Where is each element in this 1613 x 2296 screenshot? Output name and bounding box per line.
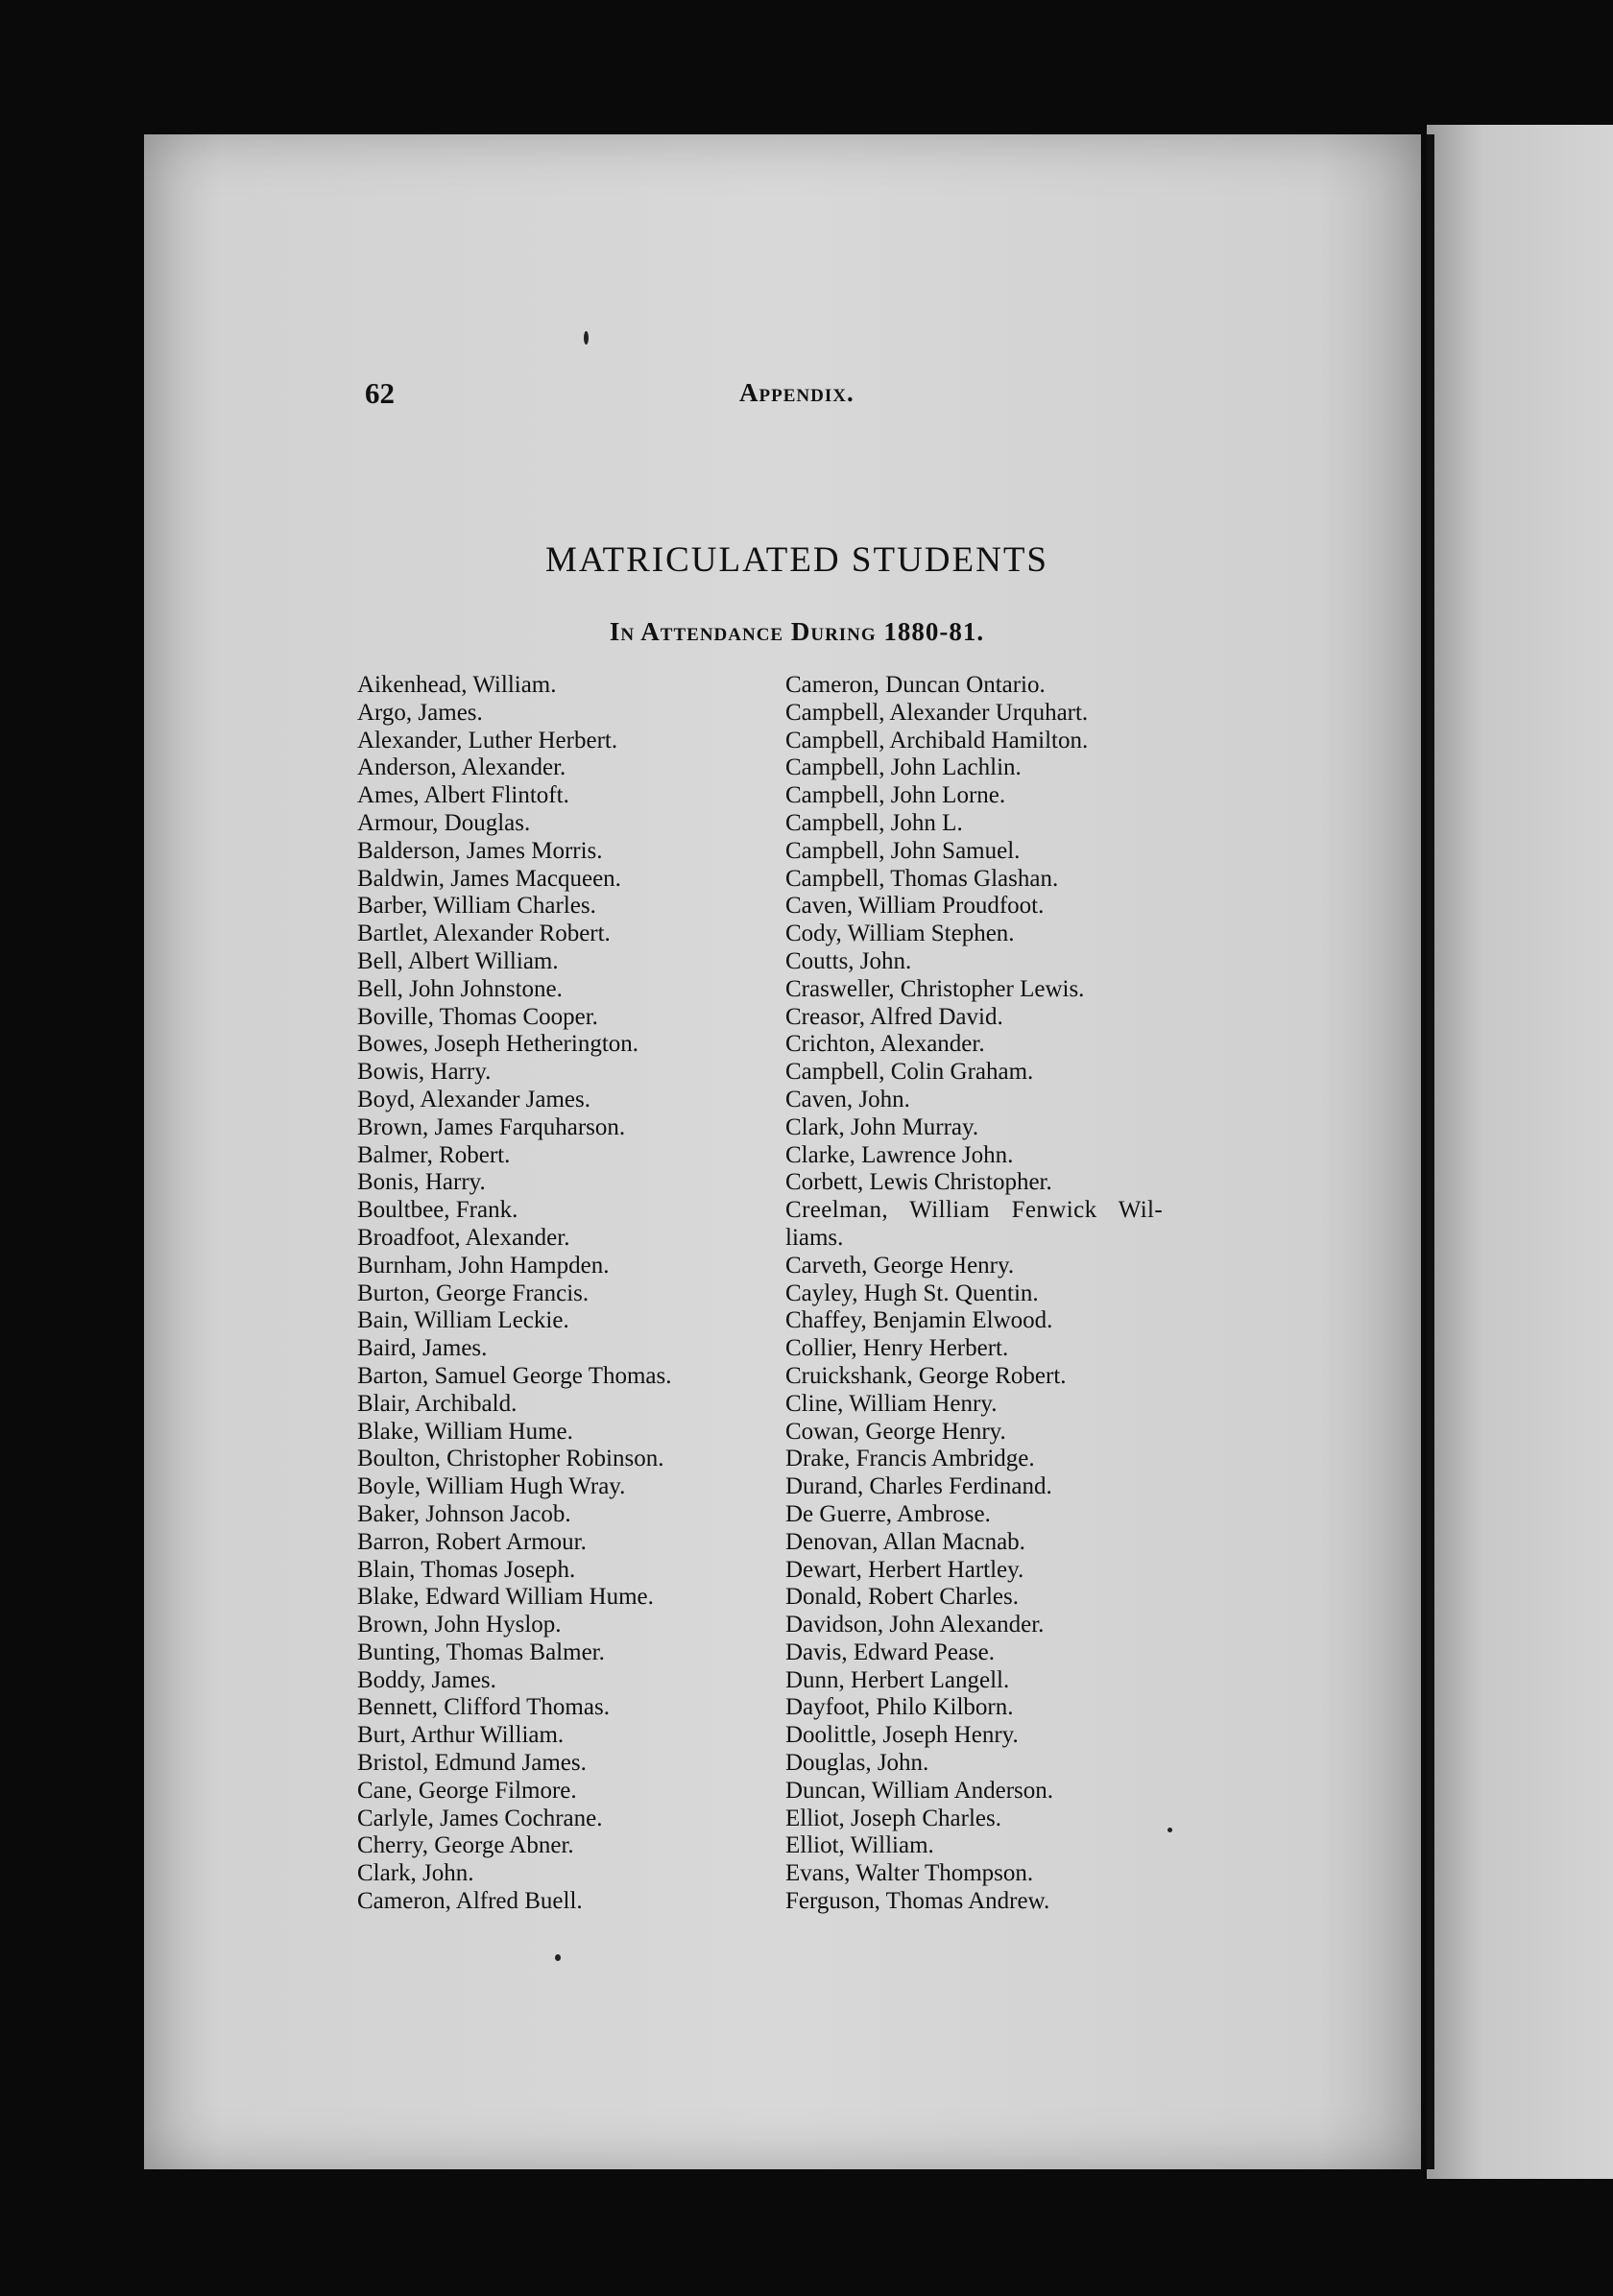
student-right-entry: Crasweller, Christopher Lewis.	[785, 975, 1085, 1002]
student-left-entry: Clark, John.	[357, 1860, 474, 1887]
student-left-entry: Boulton, Christopher Robinson.	[357, 1446, 664, 1472]
page-number: 62	[365, 376, 395, 410]
student-right-entry: Cruickshank, George Robert.	[785, 1362, 1067, 1389]
student-right-entry: Dewart, Herbert Hartley.	[785, 1556, 1024, 1583]
student-right-entry: Clark, John Murray.	[785, 1113, 979, 1140]
student-right-entry: Dayfoot, Philo Kilborn.	[785, 1694, 1014, 1721]
student-right-entry: Cline, William Henry.	[785, 1390, 998, 1417]
student-left-entry: Cane, George Filmore.	[357, 1777, 577, 1804]
student-right-entry: Cody, William Stephen.	[785, 921, 1015, 947]
student-left-entry: Anderson, Alexander.	[357, 754, 566, 781]
student-right-entry: Chaffey, Benjamin Elwood.	[785, 1307, 1053, 1334]
student-right-entry: Drake, Francis Ambridge.	[785, 1446, 1035, 1472]
student-left-entry: Alexander, Luther Herbert.	[357, 727, 618, 753]
student-left-entry: Bell, John Johnstone.	[357, 975, 563, 1002]
student-left-entry: Burton, George Francis.	[357, 1280, 590, 1306]
student-right-entry: Davidson, John Alexander.	[785, 1612, 1045, 1638]
page-subtitle: In Attendance During 1880-81.	[609, 617, 985, 646]
student-left-entry: Brown, John Hyslop.	[357, 1612, 562, 1638]
student-right-entry: Campbell, John Samuel.	[785, 837, 1021, 864]
student-left-entry: Carlyle, James Cochrane.	[357, 1805, 603, 1831]
student-right-entry: Elliot, Joseph Charles.	[785, 1805, 1001, 1831]
facing-page-edge	[1427, 125, 1613, 2179]
student-right-entry: Ferguson, Thomas Andrew.	[785, 1888, 1050, 1915]
student-left-entry: Balderson, James Morris.	[357, 837, 603, 864]
student-right-entry: Carveth, George Henry.	[785, 1252, 1015, 1279]
student-left-entry: Barton, Samuel George Thomas.	[357, 1362, 672, 1389]
student-right-entry: Cameron, Duncan Ontario.	[785, 672, 1046, 698]
student-left-entry: Blain, Thomas Joseph.	[357, 1556, 576, 1583]
student-right-entry: Durand, Charles Ferdinand.	[785, 1473, 1052, 1500]
student-right-entry: Evans, Walter Thompson.	[785, 1860, 1034, 1887]
student-right-entry: Caven, William Proudfoot.	[785, 893, 1045, 920]
student-left-entry: Boyle, William Hugh Wray.	[357, 1473, 626, 1500]
student-left-entry: Bristol, Edmund James.	[357, 1750, 587, 1777]
student-right-entry: Campbell, Archibald Hamilton.	[785, 727, 1089, 753]
student-left-entry: Broadfoot, Alexander.	[357, 1224, 570, 1251]
student-right-entry: Duncan, William Anderson.	[785, 1777, 1054, 1804]
student-left-entry: Boyd, Alexander James.	[357, 1086, 591, 1112]
student-left-entry: Cameron, Alfred Buell.	[357, 1888, 583, 1915]
student-right-entry: Davis, Edward Pease.	[785, 1638, 995, 1665]
student-left-entry: Bartlet, Alexander Robert.	[357, 921, 611, 947]
student-left-entry: Bowes, Joseph Hetherington.	[357, 1031, 639, 1058]
student-left-entry: Cherry, George Abner.	[357, 1832, 574, 1859]
running-head: Appendix.	[739, 378, 855, 407]
student-left-entry: Bain, William Leckie.	[357, 1307, 569, 1334]
student-right-entry: Corbett, Lewis Christopher.	[785, 1169, 1052, 1196]
student-left-entry: Ames, Albert Flintoft.	[357, 782, 569, 809]
student-left-entry: Burnham, John Hampden.	[357, 1252, 610, 1279]
ink-speck	[584, 331, 589, 345]
student-right-entry: Coutts, John.	[785, 947, 912, 974]
student-right-entry: Campbell, John Lorne.	[785, 782, 1006, 809]
student-right-entry: Douglas, John.	[785, 1750, 929, 1777]
student-right-entry: Dunn, Herbert Langell.	[785, 1666, 1010, 1693]
student-left-entry: Bowis, Harry.	[357, 1059, 492, 1086]
student-right-entry: Caven, John.	[785, 1086, 910, 1112]
student-right-entry: Campbell, Alexander Urquhart.	[785, 699, 1089, 726]
student-right-entry: Crichton, Alexander.	[785, 1031, 985, 1058]
student-left-entry: Aikenhead, William.	[357, 672, 557, 698]
student-right-entry: Elliot, William.	[785, 1832, 934, 1859]
ink-speck	[555, 1954, 561, 1961]
student-right-entry: Campbell, Thomas Glashan.	[785, 865, 1059, 892]
student-left-entry: Barron, Robert Armour.	[357, 1528, 587, 1555]
student-right-entry: Creasor, Alfred David.	[785, 1003, 1003, 1030]
student-list-left	[357, 672, 818, 1916]
student-left-entry: Baldwin, James Macqueen.	[357, 865, 621, 892]
student-right-entry: Doolittle, Joseph Henry.	[785, 1722, 1019, 1749]
student-right-entry: Cayley, Hugh St. Quentin.	[785, 1280, 1039, 1306]
student-left-entry: Baker, Johnson Jacob.	[357, 1500, 571, 1527]
student-left-entry: Brown, James Farquharson.	[357, 1113, 626, 1140]
student-left-entry: Barber, William Charles.	[357, 893, 596, 920]
student-left-entry: Burt, Arthur William.	[357, 1722, 565, 1749]
student-left-entry: Armour, Douglas.	[357, 809, 531, 836]
student-right-entry: Clarke, Lawrence John.	[785, 1141, 1014, 1168]
student-right-entry: Donald, Robert Charles.	[785, 1584, 1020, 1611]
student-left-entry: Boultbee, Frank.	[357, 1197, 518, 1224]
student-left-entry: Blake, Edward William Hume.	[357, 1584, 654, 1611]
student-right-entry: Campbell, Colin Graham.	[785, 1059, 1034, 1086]
student-left-entry: Argo, James.	[357, 699, 483, 726]
student-left-entry: Bennett, Clifford Thomas.	[357, 1694, 610, 1721]
student-list-right	[785, 672, 1237, 1916]
student-right-entry: Campbell, John L.	[785, 809, 963, 836]
student-right-entry: Denovan, Allan Macnab.	[785, 1528, 1025, 1555]
student-left-entry: Blake, William Hume.	[357, 1418, 573, 1445]
student-left-entry: Bell, Albert William.	[357, 947, 559, 974]
student-right-entry: Collier, Henry Herbert.	[785, 1335, 1009, 1362]
student-right-entry: Creelman, William Fenwick Wil-	[785, 1197, 1164, 1224]
page-title: MATRICULATED STUDENTS	[544, 540, 1049, 580]
student-right-entry: Campbell, John Lachlin.	[785, 754, 1022, 781]
student-left-entry: Boddy, James.	[357, 1666, 496, 1693]
student-right-entry: Cowan, George Henry.	[785, 1418, 1006, 1445]
student-left-entry: Blair, Archibald.	[357, 1390, 518, 1417]
student-right-entry: liams.	[785, 1224, 844, 1251]
student-left-entry: Bunting, Thomas Balmer.	[357, 1638, 605, 1665]
ink-speck	[1168, 1828, 1172, 1832]
student-left-entry: Baird, James.	[357, 1335, 488, 1362]
gutter-shadow	[1427, 134, 1434, 2169]
student-right-entry: De Guerre, Ambrose.	[785, 1500, 991, 1527]
student-left-entry: Bonis, Harry.	[357, 1169, 486, 1196]
student-left-entry: Balmer, Robert.	[357, 1141, 511, 1168]
student-left-entry: Boville, Thomas Cooper.	[357, 1003, 598, 1030]
page-header	[365, 376, 1114, 415]
